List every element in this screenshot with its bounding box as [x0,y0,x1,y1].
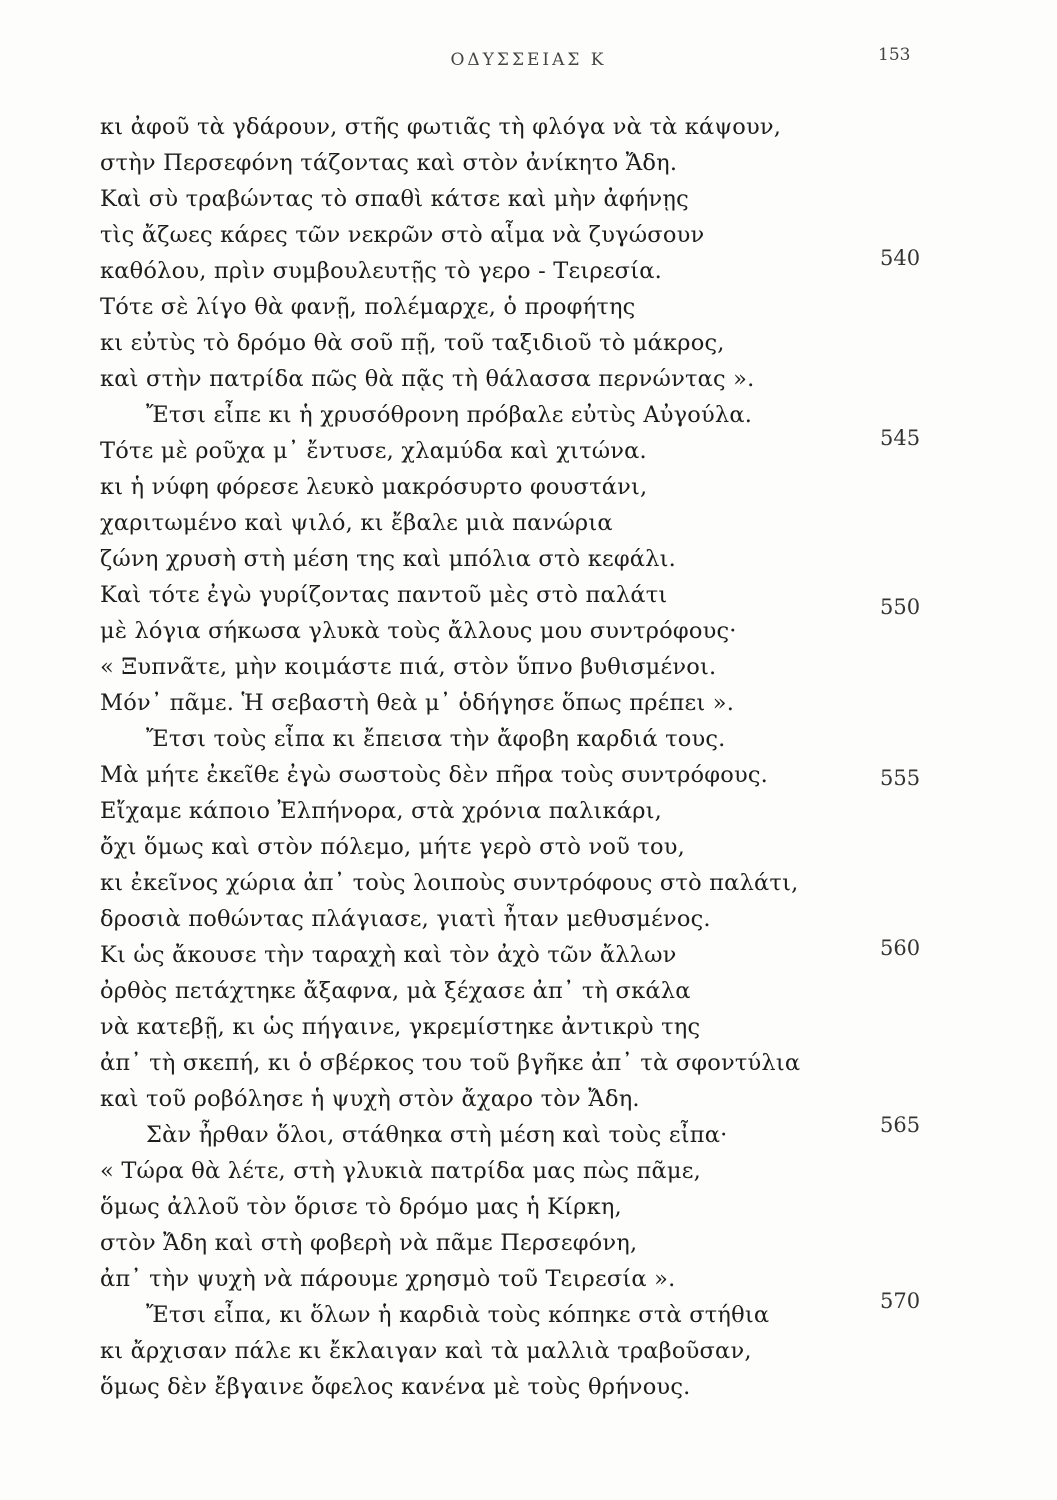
verse-line: χαριτωμένο καὶ ψιλό, κι ἔβαλε μιὰ πανώρια [100,510,613,536]
verse-line: νὰ κατεβῇ, κι ὡς πήγαινε, γκρεμίστηκε ἀντικρὺ της [100,1014,701,1040]
verse-line: ἀπ᾽ τὴ σκεπή, κι ὁ σβέρκος του τοῦ βγῆκε ἀπ᾽ τὰ σφοντύλια [100,1050,801,1076]
line-number: 560 [880,936,921,960]
verse-line: Τότε σὲ λίγο θὰ φανῇ, πολέμαρχε, ὁ προφήτης [100,294,636,320]
verse-line: κι εὐτὺς τὸ δρόμο θὰ σοῦ πῇ, τοῦ ταξιδιοῦ τὸ μάκρος, [100,330,725,356]
verse-line: καὶ τοῦ ροβόλησε ἡ ψυχὴ στὸν ἄχαρο τὸν Ἄδη. [100,1086,640,1112]
verse-line: Καὶ τότε ἐγὼ γυρίζοντας παντοῦ μὲς στὸ παλάτι [100,582,668,608]
verse-line: Σὰν ἦρθαν ὅλοι, στάθηκα στὴ μέση καὶ τοὺς εἶπα· [146,1122,728,1148]
verse-line: τὶς ἄζωες κάρες τῶν νεκρῶν στὸ αἷμα νὰ ζυγώσουν [100,222,705,248]
verse-line: Ἔτσι εἶπε κι ἡ χρυσόθρονη πρόβαλε εὐτὺς Αὐγούλα. [146,402,753,428]
verse-line: Τότε μὲ ροῦχα μ᾽ ἔντυσε, χλαμύδα καὶ χιτώνα. [100,438,647,464]
running-head: ΟΔΥΣΣΕΙΑΣ Κ [450,50,607,70]
verse-line: στὴν Περσεφόνη τάζοντας καὶ στὸν ἀνίκητο Ἄδη. [100,150,678,176]
verse-line: ὅμως δὲν ἔβγαινε ὄφελος κανένα μὲ τοὺς θρήνους. [100,1374,691,1400]
line-number: 550 [880,595,921,619]
verse-line: ὄχι ὅμως καὶ στὸν πόλεμο, μήτε γερὸ στὸ νοῦ του, [100,834,685,860]
verse-line: Κι ὡς ἄκουσε τὴν ταραχὴ καὶ τὸν ἀχὸ τῶν ἄλλων [100,942,677,968]
verse-line: « Ξυπνᾶτε, μὴν κοιμάστε πιά, στὸν ὕπνο βυθισμένοι. [100,654,717,680]
verse-line: Ἔτσι εἶπα, κι ὅλων ἡ καρδιὰ τοὺς κόπηκε στὰ στήθια [146,1302,770,1328]
page-number: 153 [878,45,911,65]
verse-line: Καὶ σὺ τραβώντας τὸ σπαθὶ κάτσε καὶ μὴν ἀφήνῃς [100,186,689,212]
verse-line: μὲ λόγια σήκωσα γλυκὰ τοὺς ἄλλους μου συντρόφους· [100,618,737,644]
line-number: 565 [880,1113,921,1137]
verse-line: Μόν᾽ πᾶμε. Ἡ σεβαστὴ θεὰ μ᾽ ὁδήγησε ὅπως πρέπει ». [100,690,735,716]
verse-line: Μὰ μήτε ἐκεῖθε ἐγὼ σωστοὺς δὲν πῆρα τοὺς συντρόφους. [100,762,769,788]
line-number: 540 [880,246,921,270]
verse-line: δροσιὰ ποθώντας πλάγιασε, γιατὶ ἦταν μεθυσμένος. [100,906,711,932]
verse-line: Εἴχαμε κάποιο Ἐλπήνορα, στὰ χρόνια παλικάρι, [100,798,663,824]
line-number: 570 [880,1289,921,1313]
verse-line: καθόλου, πρὶν συμβουλευτῇς τὸ γερο - Τειρεσία. [100,258,662,284]
verse-line: κι ἡ νύφη φόρεσε λευκὸ μακρόσυρτο φουστάνι, [100,474,648,500]
verse-line: ζώνη χρυσὴ στὴ μέση της καὶ μπόλια στὸ κεφάλι. [100,546,676,572]
verse-line: κι ἐκεῖνος χώρια ἀπ᾽ τοὺς λοιποὺς συντρόφους στὸ παλάτι, [100,870,799,896]
verse-line: ὀρθὸς πετάχτηκε ἄξαφνα, μὰ ξέχασε ἀπ᾽ τὴ σκάλα [100,978,691,1004]
verse-line: κι ἀφοῦ τὰ γδάρουν, στῆς φωτιᾶς τὴ φλόγα νὰ τὰ κάψουν, [100,114,782,140]
verse-line: στὸν Ἄδη καὶ στὴ φοβερὴ νὰ πᾶμε Περσεφόνη, [100,1230,638,1256]
verse-line: ἀπ᾽ τὴν ψυχὴ νὰ πάρουμε χρησμὸ τοῦ Τειρεσία ». [100,1266,676,1292]
line-number: 545 [880,426,921,450]
verse-line: καὶ στὴν πατρίδα πῶς θὰ πᾷς τὴ θάλασσα περνώντας ». [100,366,755,392]
verse-line: κι ἄρχισαν πάλε κι ἔκλαιγαν καὶ τὰ μαλλιὰ τραβοῦσαν, [100,1338,752,1364]
verse-line: Ἔτσι τοὺς εἶπα κι ἔπεισα τὴν ἄφοβη καρδιά τους. [146,726,726,752]
line-number: 555 [880,766,921,790]
verse-line: ὅμως ἀλλοῦ τὸν ὅρισε τὸ δρόμο μας ἡ Κίρκη, [100,1194,622,1220]
verse-line: « Τώρα θὰ λέτε, στὴ γλυκιὰ πατρίδα μας πὼς πᾶμε, [100,1158,701,1184]
